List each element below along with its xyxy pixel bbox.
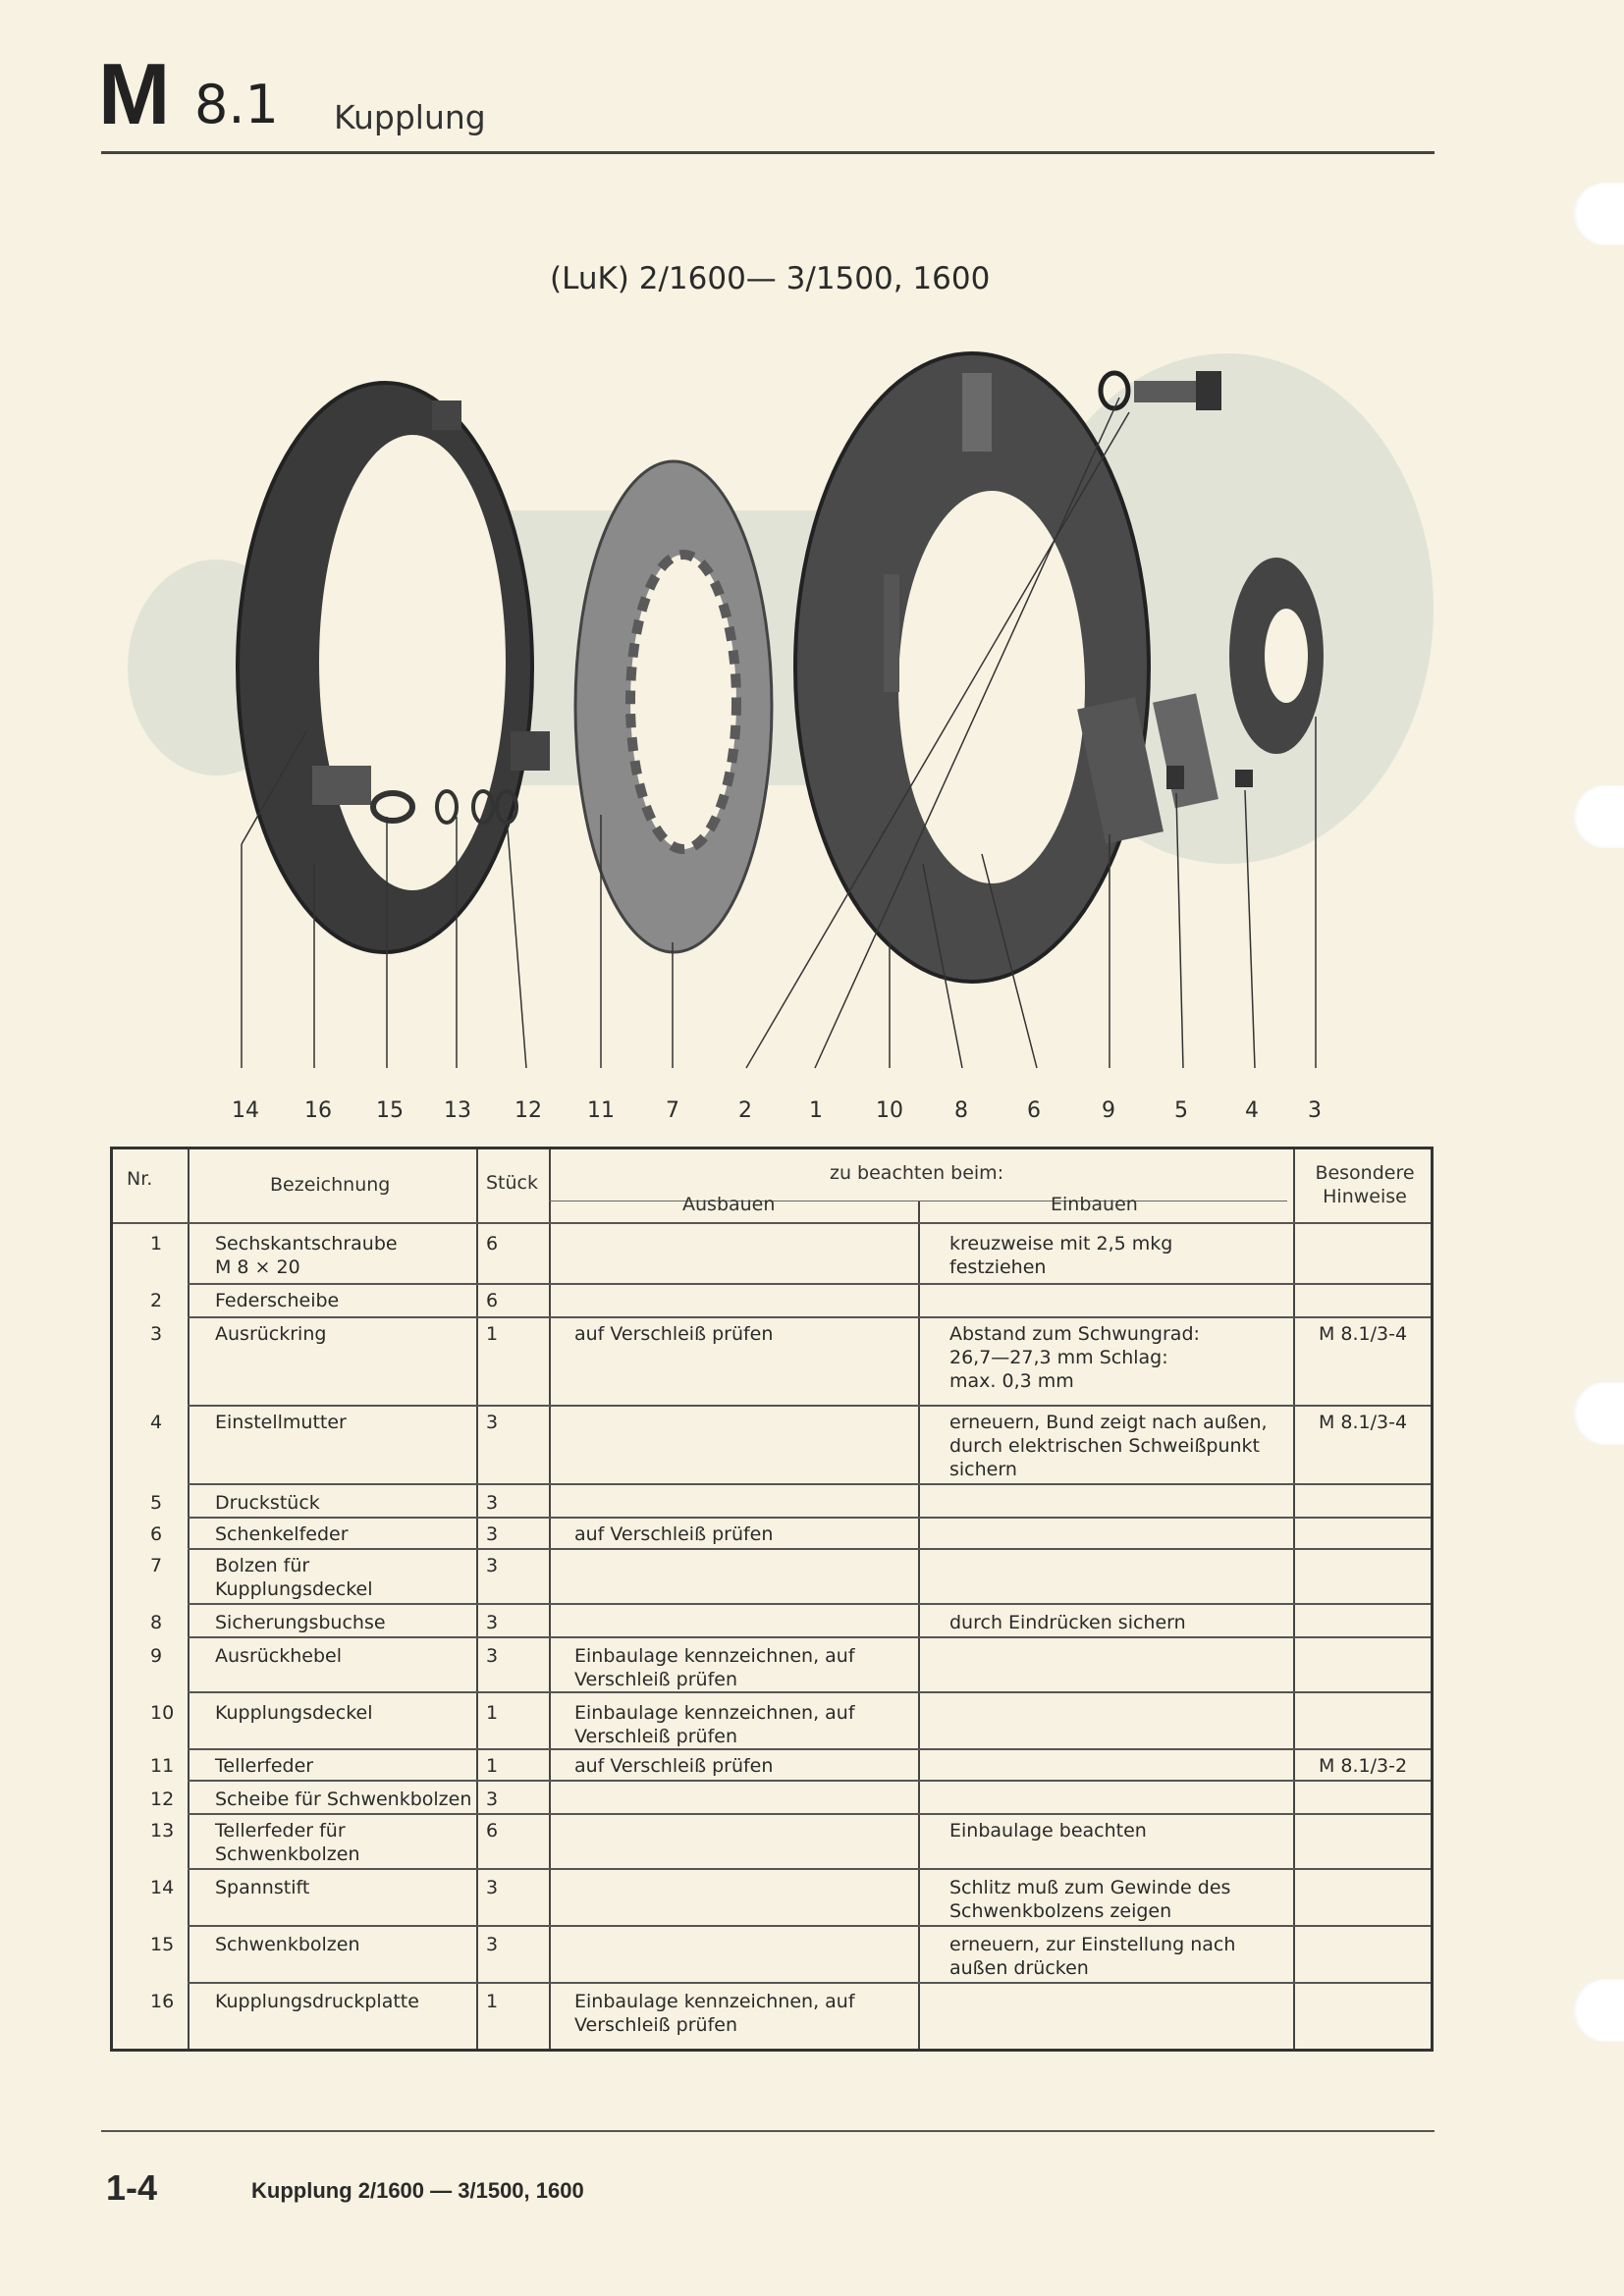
footer-rule (101, 2130, 1435, 2132)
section-number: 8.1 (194, 74, 279, 135)
callout-number: 1 (809, 1098, 823, 1123)
row-bezeichnung: Tellerfeder (215, 1755, 314, 1777)
callout-number: 10 (876, 1098, 903, 1123)
row-nr: 4 (150, 1412, 163, 1433)
row-stueck: 3 (486, 1934, 499, 1955)
pressure-piece-part (1166, 766, 1184, 789)
row-nr: 7 (150, 1555, 163, 1576)
row-stueck: 6 (486, 1820, 499, 1842)
header-rule (101, 151, 1435, 154)
header-einbauen: Einbauen (1051, 1194, 1138, 1215)
clutch-exploded-diagram (0, 294, 1624, 1139)
row-einbauen: Schlitz muß zum Gewinde des Schwenkbolzens zeigen (949, 1877, 1231, 1922)
section-title: Kupplung (334, 98, 486, 136)
punch-hole (1573, 1382, 1624, 1445)
footer-title: Kupplung 2/1600 — 3/1500, 1600 (251, 2178, 584, 2203)
row-bezeichnung: Schenkelfeder (215, 1523, 349, 1545)
row-nr: 10 (150, 1702, 175, 1724)
row-bezeichnung: Kupplungsdeckel (215, 1702, 373, 1724)
diagram-subtitle: (LuK) 2/1600— 3/1500, 1600 (550, 261, 991, 296)
header-nr: Nr. (127, 1168, 153, 1190)
row-stueck: 3 (486, 1789, 499, 1810)
header-besondere-hinweise: Besondere Hinweise (1315, 1162, 1415, 1207)
callout-number: 5 (1174, 1098, 1188, 1123)
callout-number: 4 (1245, 1098, 1259, 1123)
row-einbauen: erneuern, Bund zeigt nach außen, durch elektrischen Schweißpunkt sichern (949, 1412, 1268, 1480)
row-bezeichnung: Ausrückhebel (215, 1645, 343, 1667)
header-stueck: Stück (486, 1172, 539, 1194)
row-stueck: 3 (486, 1555, 499, 1576)
row-einbauen: Abstand zum Schwungrad: 26,7—27,3 mm Schlag: max. 0,3 mm (949, 1323, 1200, 1392)
row-nr: 2 (150, 1290, 163, 1311)
row-bezeichnung: Spannstift (215, 1877, 310, 1898)
row-bezeichnung: Tellerfeder für Schwenkbolzen (215, 1820, 360, 1865)
row-nr: 11 (150, 1755, 175, 1777)
callout-number: 13 (444, 1098, 471, 1123)
row-hinweise: M 8.1/3-4 (1319, 1323, 1408, 1345)
row-stueck: 3 (486, 1645, 499, 1667)
row-hinweise: M 8.1/3-4 (1319, 1412, 1408, 1433)
diaphragm-spring-part (575, 461, 772, 952)
row-nr: 3 (150, 1323, 163, 1345)
row-ausbauen: Einbaulage kennzeichnen, auf Verschleiß prüfen (574, 1645, 855, 1690)
row-bezeichnung: Scheibe für Schwenkbolzen (215, 1789, 472, 1810)
row-stueck: 3 (486, 1492, 499, 1514)
callout-number: 2 (738, 1098, 752, 1123)
row-stueck: 1 (486, 1991, 499, 2012)
row-nr: 13 (150, 1820, 175, 1842)
row-ausbauen: auf Verschleiß prüfen (574, 1323, 774, 1345)
punch-hole (1573, 183, 1624, 245)
header-bezeichnung: Bezeichnung (270, 1174, 391, 1196)
row-nr: 8 (150, 1612, 163, 1633)
row-stueck: 1 (486, 1702, 499, 1724)
row-ausbauen: Einbaulage kennzeichnen, auf Verschleiß prüfen (574, 1702, 855, 1747)
row-einbauen: kreuzweise mit 2,5 mkg festziehen (949, 1233, 1173, 1278)
row-stueck: 3 (486, 1612, 499, 1633)
parts-table (110, 1147, 1434, 2052)
row-stueck: 1 (486, 1323, 499, 1345)
row-nr: 12 (150, 1789, 175, 1810)
row-bezeichnung: Bolzen für Kupplungsdeckel (215, 1555, 373, 1600)
section-letter: M (98, 45, 169, 142)
row-hinweise: M 8.1/3-2 (1319, 1755, 1408, 1777)
row-ausbauen: auf Verschleiß prüfen (574, 1523, 774, 1545)
header-ausbauen: Ausbauen (682, 1194, 776, 1215)
row-nr: 15 (150, 1934, 175, 1955)
callout-number: 15 (376, 1098, 404, 1123)
row-stueck: 3 (486, 1877, 499, 1898)
row-nr: 5 (150, 1492, 163, 1514)
row-einbauen: erneuern, zur Einstellung nach außen drücken (949, 1934, 1236, 1979)
callout-number: 8 (954, 1098, 968, 1123)
row-nr: 14 (150, 1877, 175, 1898)
clutch-cover-part (795, 353, 1149, 982)
row-nr: 6 (150, 1523, 163, 1545)
row-bezeichnung: Einstellmutter (215, 1412, 347, 1433)
callout-number: 11 (587, 1098, 615, 1123)
row-einbauen: Einbaulage beachten (949, 1820, 1147, 1842)
callout-number: 9 (1102, 1098, 1115, 1123)
row-bezeichnung: Federscheibe (215, 1290, 340, 1311)
release-ring-part (1229, 558, 1324, 754)
callout-number: 16 (304, 1098, 332, 1123)
row-nr: 9 (150, 1645, 163, 1667)
row-bezeichnung: Ausrückring (215, 1323, 327, 1345)
row-stueck: 6 (486, 1233, 499, 1255)
pressure-plate-part (238, 383, 550, 952)
row-ausbauen: Einbaulage kennzeichnen, auf Verschleiß prüfen (574, 1991, 855, 2036)
callout-number: 12 (514, 1098, 542, 1123)
row-stueck: 3 (486, 1412, 499, 1433)
row-stueck: 6 (486, 1290, 499, 1311)
header-zu-beachten: zu beachten beim: (830, 1162, 1004, 1184)
row-stueck: 1 (486, 1755, 499, 1777)
callout-labels (232, 1098, 1322, 1123)
callout-number: 3 (1308, 1098, 1322, 1123)
row-bezeichnung: Sicherungsbuchse (215, 1612, 386, 1633)
row-nr: 16 (150, 1991, 175, 2012)
callout-number: 6 (1027, 1098, 1041, 1123)
row-stueck: 3 (486, 1523, 499, 1545)
callout-number: 14 (232, 1098, 259, 1123)
page-number: 1-4 (106, 2167, 158, 2208)
callout-number: 7 (666, 1098, 679, 1123)
row-bezeichnung: Schwenkbolzen (215, 1934, 360, 1955)
adjusting-nut-part (1235, 770, 1253, 787)
row-bezeichnung: Kupplungsdruckplatte (215, 1991, 419, 2012)
row-ausbauen: auf Verschleiß prüfen (574, 1755, 774, 1777)
row-einbauen: durch Eindrücken sichern (949, 1612, 1186, 1633)
punch-hole (1573, 1979, 1624, 2042)
row-bezeichnung: Sechskantschraube M 8 × 20 (215, 1233, 398, 1278)
row-nr: 1 (150, 1233, 163, 1255)
row-bezeichnung: Druckstück (215, 1492, 320, 1514)
